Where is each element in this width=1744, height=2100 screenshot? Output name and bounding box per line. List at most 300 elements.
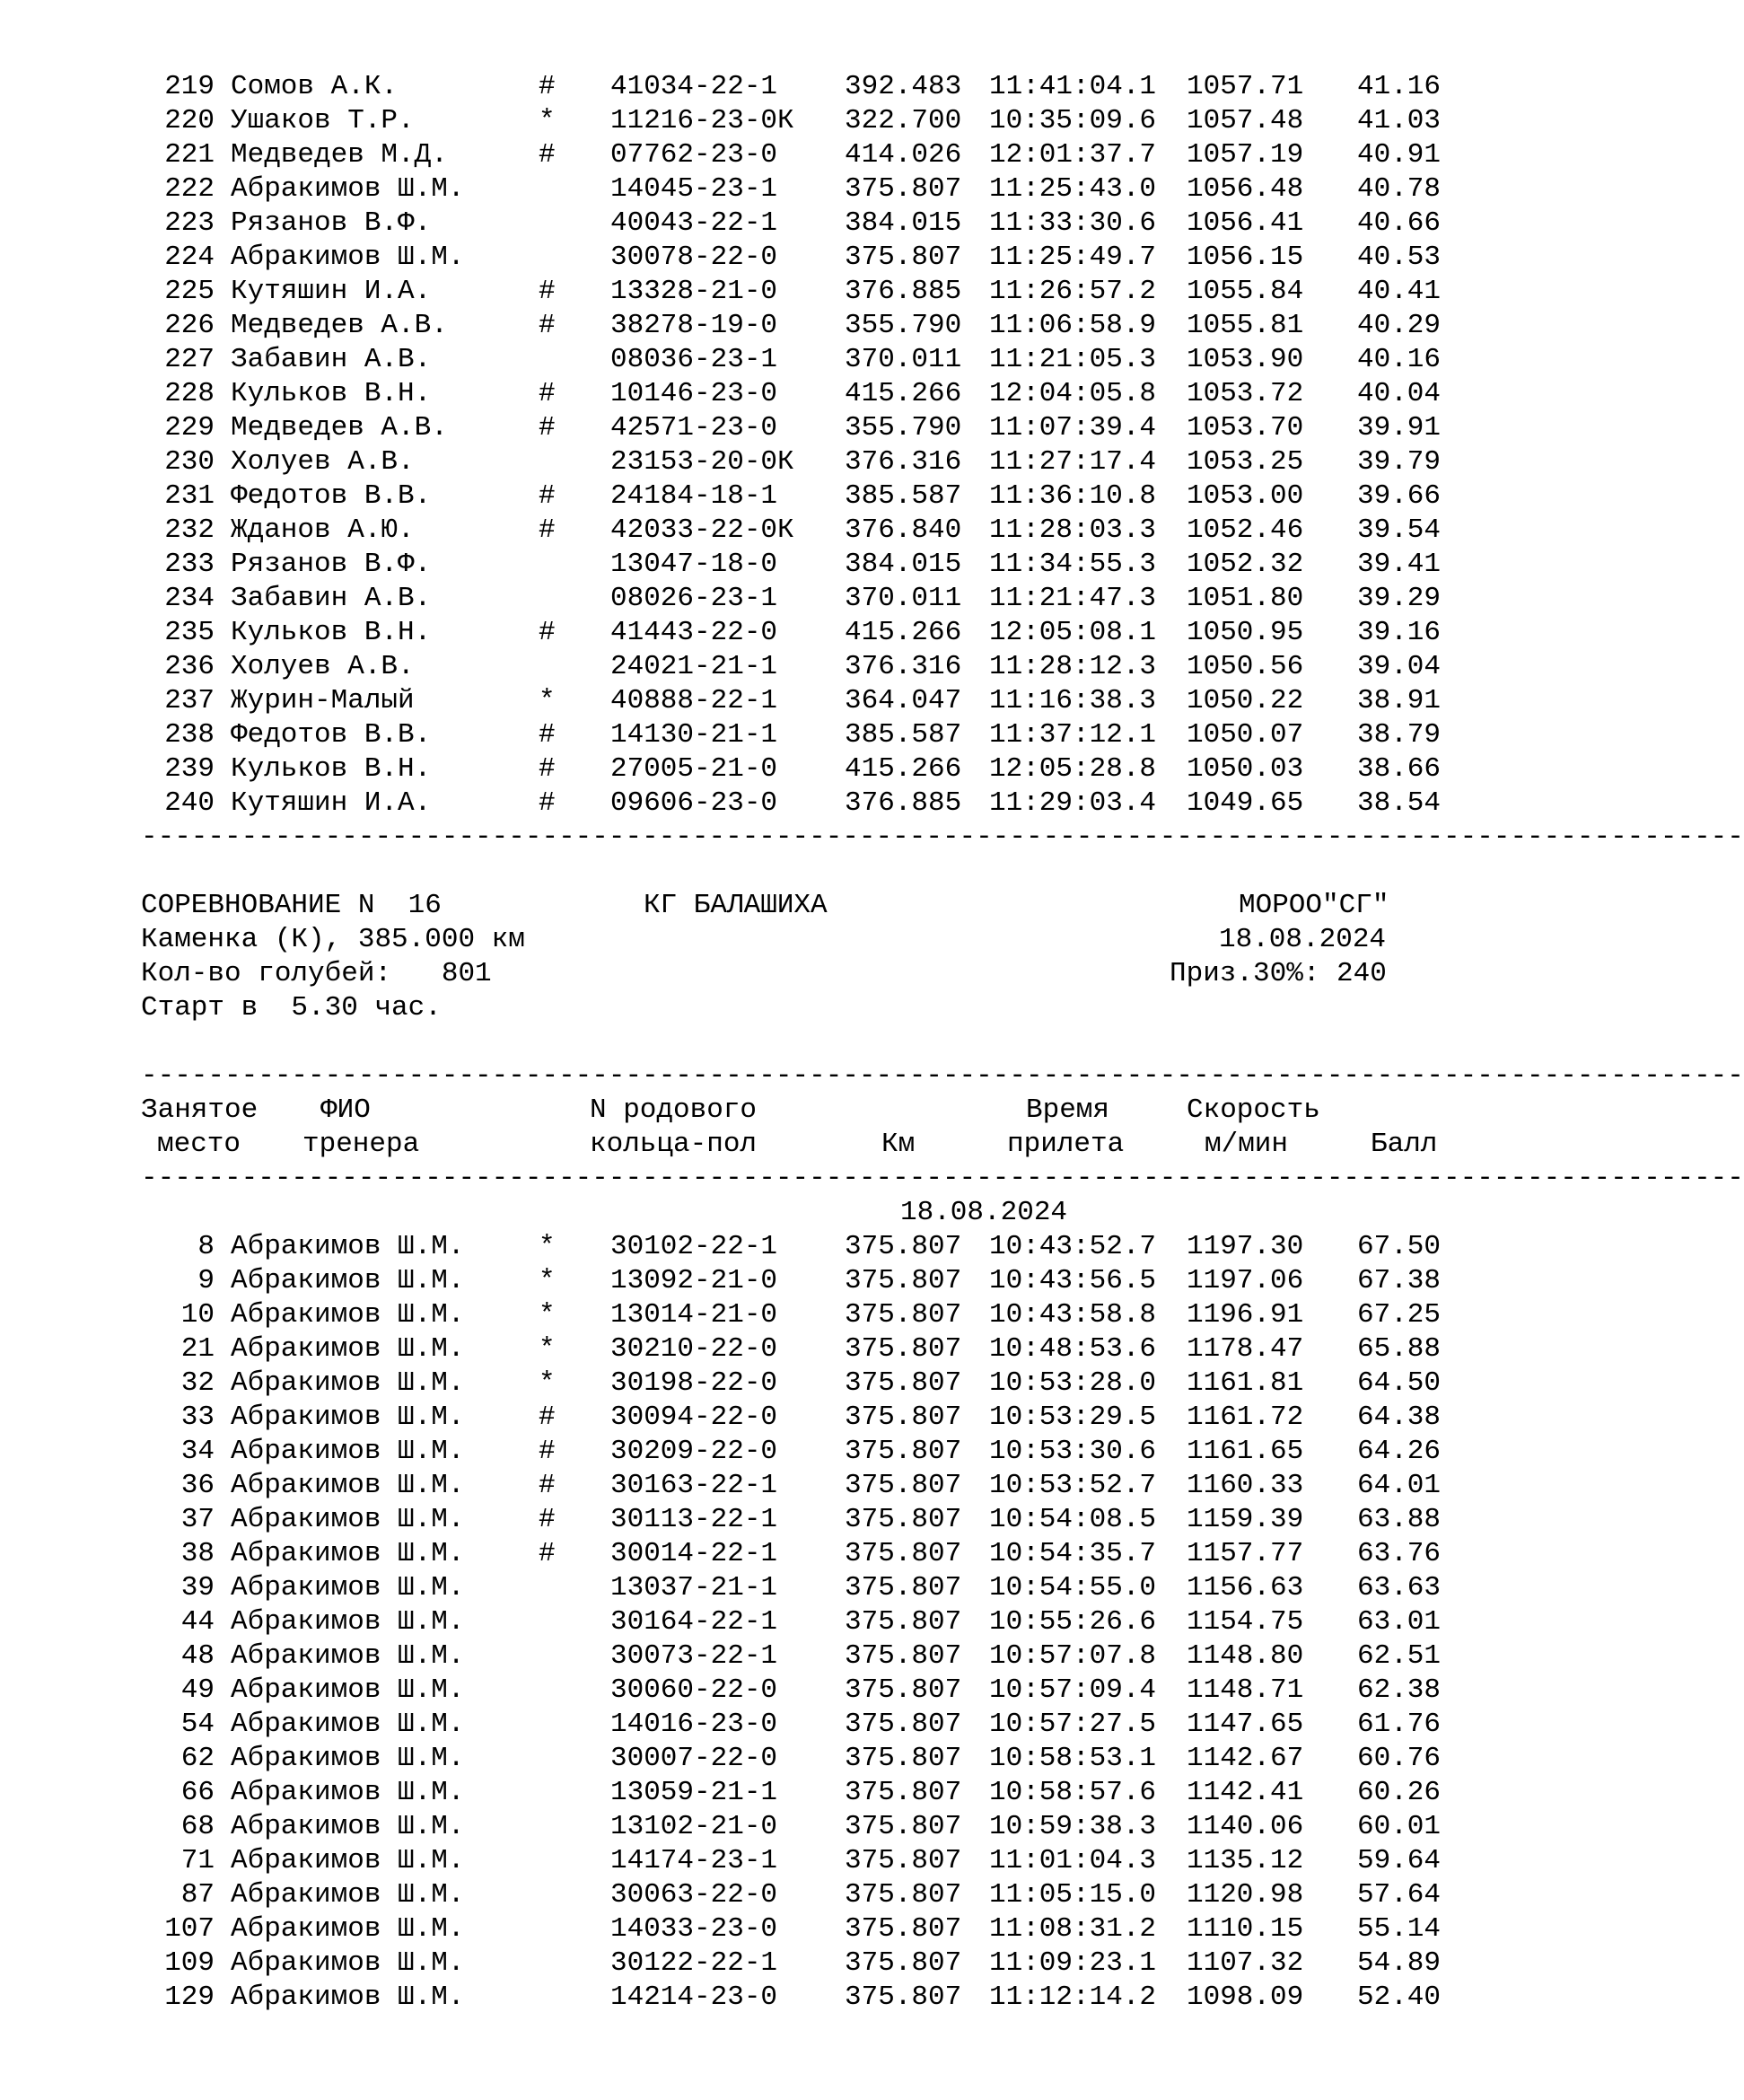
cell-mark: * [539,685,556,716]
cell-time: 11:07:39.4 [989,412,1157,444]
cell-speed: 1161.65 [1187,1436,1304,1467]
cell-km: 375.807 [845,1640,962,1672]
cell-km: 370.011 [845,583,962,614]
cell-ring: 23153-20-0К [610,446,794,478]
release-point-distance: Каменка (К), 385.000 км [141,924,525,955]
cell-name: Абракимов Ш.М. [231,1299,465,1331]
header-time: Время [1026,1094,1110,1126]
birds-count: Кол-во голубей: 801 [141,958,492,989]
cell-km: 414.026 [845,139,962,171]
cell-speed: 1154.75 [1187,1606,1304,1638]
cell-ring: 41034-22-1 [610,71,778,102]
cell-place: 21 [180,1333,215,1365]
table-row [141,1571,1442,1605]
cell-mark: * [539,1265,556,1296]
cell-km: 384.015 [845,207,962,239]
cell-mark: * [539,1333,556,1365]
club-name: КГ БАЛАШИХА [644,890,828,921]
cell-score: 59.64 [1356,1845,1441,1876]
cell-time: 11:27:17.4 [989,446,1157,478]
cell-speed: 1051.80 [1187,583,1304,614]
cell-place: 228 [164,378,215,409]
cell-name: Холуев А.В. [231,651,415,682]
cell-time: 10:59:38.3 [989,1811,1157,1842]
cell-ring: 27005-21-0 [610,753,778,785]
cell-name: Рязанов В.Ф. [231,207,432,239]
cell-speed: 1056.41 [1187,207,1304,239]
cell-place: 107 [164,1913,215,1945]
separator-line: ------------------------------------------------------------------------------------------------ [141,822,1744,853]
cell-place: 9 [197,1265,215,1296]
cell-score: 39.54 [1356,514,1441,546]
cell-speed: 1142.67 [1187,1743,1304,1774]
cell-ring: 30060-22-0 [610,1674,778,1706]
table-row [141,138,1442,172]
cell-mark: # [539,753,556,785]
cell-score: 41.16 [1356,71,1441,102]
cell-ring: 30122-22-1 [610,1947,778,1979]
cell-ring: 08026-23-1 [610,583,778,614]
cell-speed: 1142.41 [1187,1777,1304,1808]
cell-score: 40.41 [1356,276,1441,307]
cell-score: 60.01 [1356,1811,1441,1842]
cell-score: 40.16 [1356,344,1441,375]
cell-time: 12:04:05.8 [989,378,1157,409]
cell-speed: 1050.22 [1187,685,1304,716]
cell-name: Абракимов Ш.М. [231,242,465,273]
cell-place: 231 [164,480,215,512]
cell-ring: 13328-21-0 [610,276,778,307]
cell-place: 220 [164,105,215,136]
header-speed-2: м/мин [1205,1129,1289,1160]
table-header-row-2 [141,1128,1442,1162]
cell-score: 40.91 [1356,139,1441,171]
cell-place: 44 [180,1606,215,1638]
cell-mark: # [539,378,556,409]
table-row [141,1503,1442,1537]
cell-name: Абракимов Ш.М. [231,1709,465,1740]
cell-time: 11:28:03.3 [989,514,1157,546]
cell-ring: 30198-22-0 [610,1367,778,1399]
cell-speed: 1053.72 [1187,378,1304,409]
cell-time: 11:09:23.1 [989,1947,1157,1979]
cell-ring: 30102-22-1 [610,1231,778,1262]
cell-mark: * [539,1231,556,1262]
cell-ring: 13047-18-0 [610,549,778,580]
cell-place: 129 [164,1981,215,2013]
cell-ring: 30078-22-0 [610,242,778,273]
cell-time: 11:05:15.0 [989,1879,1157,1911]
cell-speed: 1057.71 [1187,71,1304,102]
cell-place: 71 [180,1845,215,1876]
cell-speed: 1053.90 [1187,344,1304,375]
cell-km: 375.807 [845,1572,962,1604]
cell-time: 10:58:53.1 [989,1743,1157,1774]
cell-name: Забавин А.В. [231,583,432,614]
cell-time: 10:43:56.5 [989,1265,1157,1296]
cell-time: 11:26:57.2 [989,276,1157,307]
competition-title: СОРЕВНОВАНИЕ N 16 [141,890,442,921]
cell-km: 355.790 [845,310,962,341]
cell-km: 375.807 [845,1743,962,1774]
cell-time: 11:28:12.3 [989,651,1157,682]
cell-score: 64.01 [1356,1470,1441,1501]
cell-time: 11:33:30.6 [989,207,1157,239]
cell-name: Забавин А.В. [231,344,432,375]
cell-score: 65.88 [1356,1333,1441,1365]
cell-name: Кульков В.Н. [231,378,432,409]
cell-time: 11:36:10.8 [989,480,1157,512]
cell-ring: 24184-18-1 [610,480,778,512]
cell-place: 10 [180,1299,215,1331]
cell-mark: # [539,480,556,512]
header-speed: Скорость [1187,1094,1320,1126]
header-name: ФИО [320,1094,371,1126]
cell-speed: 1197.30 [1187,1231,1304,1262]
cell-place: 39 [180,1572,215,1604]
cell-place: 236 [164,651,215,682]
cell-speed: 1197.06 [1187,1265,1304,1296]
cell-score: 67.38 [1356,1265,1441,1296]
cell-ring: 30063-22-0 [610,1879,778,1911]
cell-km: 375.807 [845,1504,962,1535]
cell-speed: 1056.48 [1187,173,1304,205]
cell-time: 12:01:37.7 [989,139,1157,171]
cell-score: 62.51 [1356,1640,1441,1672]
cell-time: 11:12:14.2 [989,1981,1157,2013]
cell-speed: 1161.72 [1187,1401,1304,1433]
cell-km: 376.316 [845,446,962,478]
cell-ring: 13037-21-1 [610,1572,778,1604]
table-row [141,514,1442,548]
cell-time: 10:53:28.0 [989,1367,1157,1399]
cell-time: 11:16:38.3 [989,685,1157,716]
table-row [141,650,1442,684]
cell-name: Медведев М.Д. [231,139,448,171]
cell-ring: 30164-22-1 [610,1606,778,1638]
cell-name: Абракимов Ш.М. [231,1743,465,1774]
cell-km: 385.587 [845,480,962,512]
cell-mark: # [539,1401,556,1433]
table-row [141,1844,1442,1878]
cell-mark: # [539,412,556,444]
table-row [141,548,1442,582]
cell-speed: 1156.63 [1187,1572,1304,1604]
results-table-bottom [141,1230,1442,2015]
cell-time: 10:53:52.7 [989,1470,1157,1501]
cell-ring: 13014-21-0 [610,1299,778,1331]
cell-name: Абракимов Ш.М. [231,1606,465,1638]
cell-time: 11:34:55.3 [989,549,1157,580]
cell-time: 10:54:55.0 [989,1572,1157,1604]
table-row [141,752,1442,786]
cell-time: 10:53:29.5 [989,1401,1157,1433]
cell-time: 10:57:27.5 [989,1709,1157,1740]
cell-score: 40.66 [1356,207,1441,239]
cell-mark: # [539,71,556,102]
cell-name: Жданов А.Ю. [231,514,415,546]
cell-score: 55.14 [1356,1913,1441,1945]
cell-place: 221 [164,139,215,171]
cell-speed: 1135.12 [1187,1845,1304,1876]
competition-line-4 [141,991,1442,1025]
cell-km: 375.807 [845,1367,962,1399]
cell-place: 66 [180,1777,215,1808]
cell-score: 39.79 [1356,446,1441,478]
cell-km: 375.807 [845,1845,962,1876]
cell-name: Абракимов Ш.М. [231,1913,465,1945]
cell-ring: 40888-22-1 [610,685,778,716]
table-row [141,1708,1442,1742]
cell-score: 63.63 [1356,1572,1441,1604]
cell-ring: 24021-21-1 [610,651,778,682]
cell-place: 230 [164,446,215,478]
cell-place: 238 [164,719,215,751]
cell-ring: 30210-22-0 [610,1333,778,1365]
cell-name: Абракимов Ш.М. [231,1572,465,1604]
cell-km: 376.316 [845,651,962,682]
table-row [141,172,1442,206]
cell-speed: 1140.06 [1187,1811,1304,1842]
table-row [141,104,1442,138]
table-row [141,1878,1442,1912]
cell-name: Абракимов Ш.М. [231,1538,465,1569]
cell-score: 60.76 [1356,1743,1441,1774]
table-row [141,718,1442,752]
cell-speed: 1148.80 [1187,1640,1304,1672]
cell-score: 40.78 [1356,173,1441,205]
cell-time: 10:43:52.7 [989,1231,1157,1262]
cell-place: 222 [164,173,215,205]
table-row [141,241,1442,275]
list-date-row [141,1196,1442,1230]
cell-speed: 1053.00 [1187,480,1304,512]
cell-place: 219 [164,71,215,102]
cell-mark: # [539,1470,556,1501]
table-row [141,1366,1442,1401]
cell-name: Абракимов Ш.М. [231,1879,465,1911]
cell-km: 375.807 [845,1401,962,1433]
cell-time: 11:29:03.4 [989,787,1157,819]
cell-speed: 1161.81 [1187,1367,1304,1399]
header-ring: N родового [590,1094,758,1126]
cell-speed: 1057.19 [1187,139,1304,171]
cell-km: 376.840 [845,514,962,546]
header-place-2: место [157,1129,241,1160]
cell-ring: 30073-22-1 [610,1640,778,1672]
cell-km: 355.790 [845,412,962,444]
cell-score: 39.29 [1356,583,1441,614]
cell-ring: 14016-23-0 [610,1709,778,1740]
cell-place: 37 [180,1504,215,1535]
cell-km: 375.807 [845,1538,962,1569]
cell-time: 12:05:28.8 [989,753,1157,785]
cell-km: 415.266 [845,378,962,409]
prize-info: Приз.30%: 240 [1170,958,1387,989]
cell-name: Кульков В.Н. [231,753,432,785]
cell-place: 226 [164,310,215,341]
cell-km: 375.807 [845,1299,962,1331]
cell-name: Абракимов Ш.М. [231,1504,465,1535]
organization: МОРОО"СГ" [1239,890,1389,921]
cell-ring: 14130-21-1 [610,719,778,751]
cell-score: 64.26 [1356,1436,1441,1467]
cell-score: 57.64 [1356,1879,1441,1911]
competition-line-2 [141,923,1442,957]
table-row [141,1401,1442,1435]
cell-mark: # [539,719,556,751]
cell-mark: # [539,1436,556,1467]
cell-name: Кутяшин И.А. [231,276,432,307]
cell-place: 235 [164,617,215,648]
cell-place: 38 [180,1538,215,1569]
table-row [141,1674,1442,1708]
cell-place: 87 [180,1879,215,1911]
cell-place: 33 [180,1401,215,1433]
cell-name: Абракимов Ш.М. [231,1231,465,1262]
cell-score: 60.26 [1356,1777,1441,1808]
table-row [141,1435,1442,1469]
table-row [141,1332,1442,1366]
cell-mark: * [539,105,556,136]
cell-km: 364.047 [845,685,962,716]
cell-name: Журин-Малый [231,685,415,716]
cell-time: 11:41:04.1 [989,71,1157,102]
cell-name: Абракимов Ш.М. [231,1367,465,1399]
cell-name: Абракимов Ш.М. [231,1811,465,1842]
table-row [141,1981,1442,2015]
cell-ring: 40043-22-1 [610,207,778,239]
cell-name: Ушаков Т.Р. [231,105,415,136]
cell-time: 11:06:58.9 [989,310,1157,341]
cell-time: 10:57:09.4 [989,1674,1157,1706]
cell-ring: 30209-22-0 [610,1436,778,1467]
cell-speed: 1055.81 [1187,310,1304,341]
cell-ring: 08036-23-1 [610,344,778,375]
cell-ring: 09606-23-0 [610,787,778,819]
table-row [141,1605,1442,1639]
cell-mark: # [539,139,556,171]
cell-score: 40.04 [1356,378,1441,409]
cell-name: Рязанов В.Ф. [231,549,432,580]
cell-name: Абракимов Ш.М. [231,1333,465,1365]
cell-speed: 1050.95 [1187,617,1304,648]
cell-km: 375.807 [845,242,962,273]
cell-name: Кульков В.Н. [231,617,432,648]
cell-place: 62 [180,1743,215,1774]
cell-km: 392.483 [845,71,962,102]
cell-km: 415.266 [845,753,962,785]
start-time: Старт в 5.30 час. [141,992,442,1024]
table-row [141,1264,1442,1298]
cell-place: 49 [180,1674,215,1706]
cell-score: 64.38 [1356,1401,1441,1433]
cell-ring: 14214-23-0 [610,1981,778,2013]
cell-name: Абракимов Ш.М. [231,1947,465,1979]
cell-place: 239 [164,753,215,785]
header-ring-2: кольца-пол [590,1129,758,1160]
cell-km: 375.807 [845,1470,962,1501]
table-row [141,684,1442,718]
cell-time: 10:43:58.8 [989,1299,1157,1331]
cell-score: 39.04 [1356,651,1441,682]
cell-score: 63.76 [1356,1538,1441,1569]
cell-time: 10:57:07.8 [989,1640,1157,1672]
table-row [141,1742,1442,1776]
cell-ring: 30007-22-0 [610,1743,778,1774]
cell-name: Абракимов Ш.М. [231,173,465,205]
cell-speed: 1053.25 [1187,446,1304,478]
cell-km: 375.807 [845,1777,962,1808]
cell-ring: 38278-19-0 [610,310,778,341]
cell-time: 10:35:09.6 [989,105,1157,136]
table-row [141,275,1442,309]
cell-km: 375.807 [845,1709,962,1740]
cell-km: 375.807 [845,1606,962,1638]
cell-ring: 30094-22-0 [610,1401,778,1433]
table-row [141,1469,1442,1503]
cell-speed: 1157.77 [1187,1538,1304,1569]
cell-speed: 1196.91 [1187,1299,1304,1331]
cell-km: 385.587 [845,719,962,751]
cell-mark: # [539,787,556,819]
cell-km: 375.807 [845,1265,962,1296]
table-row [141,70,1442,104]
header-name-2: тренера [302,1129,420,1160]
cell-ring: 10146-23-0 [610,378,778,409]
competition-date: 18.08.2024 [1219,924,1387,955]
cell-time: 11:01:04.3 [989,1845,1157,1876]
cell-name: Абракимов Ш.М. [231,1470,465,1501]
table-row [141,1298,1442,1332]
cell-km: 376.885 [845,787,962,819]
cell-name: Абракимов Ш.М. [231,1640,465,1672]
cell-score: 63.01 [1356,1606,1441,1638]
separator-line: ------------------------------------------------------------------------------------------------ [141,1060,1744,1092]
cell-place: 240 [164,787,215,819]
table-row [141,1537,1442,1571]
separator-line: ------------------------------------------------------------------------------------------------ [141,1163,1744,1194]
cell-score: 52.40 [1356,1981,1441,2013]
cell-ring: 11216-23-0К [610,105,794,136]
cell-km: 375.807 [845,1231,962,1262]
table-row [141,1810,1442,1844]
cell-km: 375.807 [845,173,962,205]
cell-ring: 42571-23-0 [610,412,778,444]
cell-speed: 1120.98 [1187,1879,1304,1911]
results-page [141,70,1744,2015]
cell-time: 10:48:53.6 [989,1333,1157,1365]
cell-time: 10:58:57.6 [989,1777,1157,1808]
cell-speed: 1055.84 [1187,276,1304,307]
cell-name: Абракимов Ш.М. [231,1845,465,1876]
cell-mark: # [539,514,556,546]
cell-place: 223 [164,207,215,239]
table-row [141,1946,1442,1981]
cell-ring: 13102-21-0 [610,1811,778,1842]
cell-mark: # [539,1538,556,1569]
header-place: Занятое [141,1094,259,1126]
cell-place: 225 [164,276,215,307]
cell-km: 384.015 [845,549,962,580]
cell-name: Медведев А.В. [231,412,448,444]
cell-ring: 14033-23-0 [610,1913,778,1945]
cell-time: 10:53:30.6 [989,1436,1157,1467]
cell-name: Федотов В.В. [231,719,432,751]
cell-ring: 30014-22-1 [610,1538,778,1569]
cell-km: 376.885 [845,276,962,307]
header-km: Км [881,1129,916,1160]
